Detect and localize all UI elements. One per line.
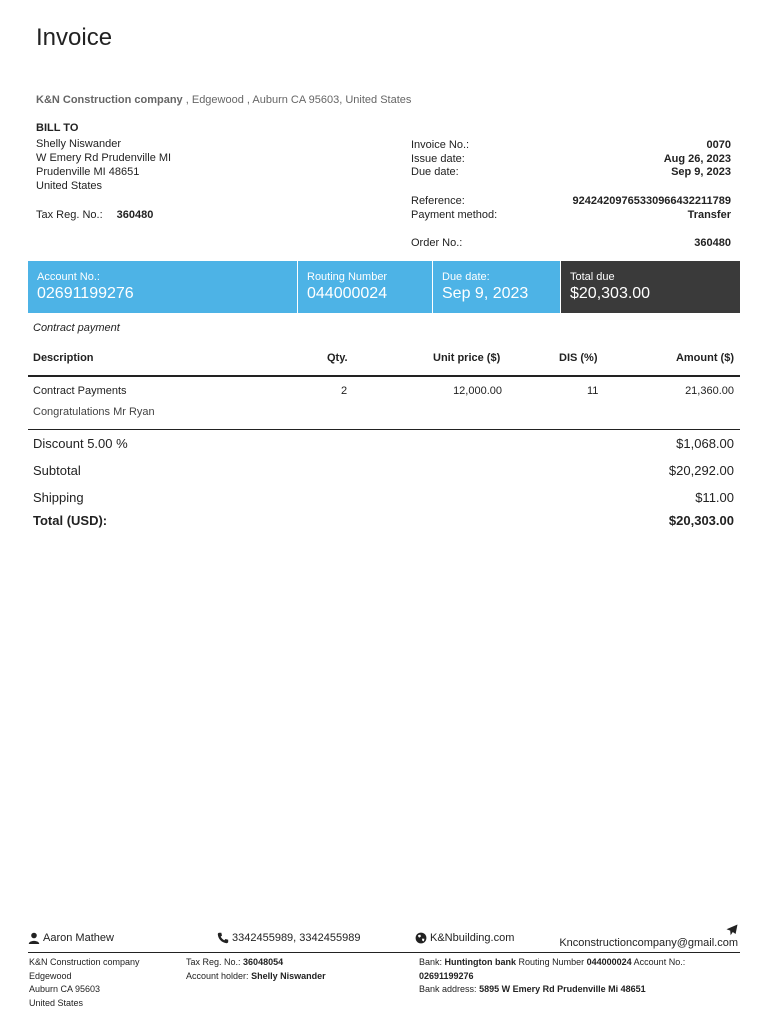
footer-bank-label: Bank: (419, 957, 443, 967)
col-header-amount: Amount ($) (675, 352, 734, 364)
footer-bank-line (419, 956, 734, 983)
page-title: Invoice (36, 24, 113, 51)
globe-icon (415, 932, 427, 944)
table-row (28, 378, 740, 430)
banner-value: Sep 9, 2023 (442, 285, 529, 302)
phone-numbers: 3342455989, 3342455989 (232, 932, 361, 944)
footer-holder-label: Account holder: (186, 970, 249, 981)
footer-routing-label: Routing Number (518, 957, 585, 967)
total-value: $20,303.00 (668, 513, 734, 528)
footer-tax-value: 36048054 (243, 957, 284, 967)
meta-order-no (411, 237, 731, 251)
footer-tax-info (186, 956, 326, 983)
col-header-discount: DIS (%) (559, 352, 598, 364)
meta-label: Due date: (411, 166, 459, 178)
footer-account-value: 02691199276 (419, 970, 474, 981)
banner-account (28, 261, 298, 313)
shipping-label: Shipping (33, 490, 84, 505)
discount-value: $1,068.00 (676, 436, 734, 451)
meta-label: Issue date: (411, 153, 465, 165)
shipping-value: $11.00 (695, 490, 734, 505)
banner-label: Due date: (442, 271, 490, 283)
footer-tax-label: Tax Reg. No.: (186, 957, 241, 967)
footer-bank-address-label: Bank address: (419, 984, 477, 994)
footer-email[interactable] (559, 924, 738, 949)
footer-contacts (28, 924, 740, 953)
meta-label: Reference: (411, 195, 465, 207)
bill-to-line: Shelly Niswander (36, 138, 121, 150)
meta-value: 0070 (706, 139, 731, 151)
bill-to-line: W Emery Rd Prudenville MI (36, 152, 172, 164)
footer-company-line: United States (29, 997, 84, 1008)
footer-company-line: Auburn CA 95603 (29, 984, 101, 994)
footer-phones (217, 932, 360, 944)
meta-value: Aug 26, 2023 (663, 153, 731, 165)
row-qty: 2 (341, 385, 348, 397)
meta-label: Invoice No.: (411, 139, 470, 151)
row-sub-description: Congratulations Mr Ryan (33, 406, 155, 418)
row-description: Contract Payments (33, 385, 127, 397)
invoice-note: Contract payment (33, 322, 120, 334)
tax-reg-value: 360480 (116, 209, 154, 221)
footer-bank-address-value: 5895 W Emery Rd Prudenville Mi 48651 (479, 984, 646, 994)
meta-issue-date (411, 153, 731, 167)
col-header-description: Description (33, 352, 94, 364)
subtotal-label: Subtotal (33, 463, 81, 478)
bill-to (36, 122, 336, 193)
phone-icon (217, 932, 229, 944)
footer-company-line: Edgewood (29, 970, 72, 981)
row-discount: 11 (587, 385, 599, 397)
meta-value: 360480 (694, 237, 731, 249)
seller-info (36, 94, 411, 106)
banner-value: 044000024 (307, 285, 388, 302)
banner-value: 02691199276 (37, 285, 134, 302)
meta-payment-method (411, 209, 731, 223)
footer-account-holder (186, 970, 326, 984)
footer-company-line: K&N Construction company (29, 957, 140, 967)
contact-name: Aaron Mathew (43, 932, 114, 944)
banner-value: $20,303.00 (570, 285, 651, 302)
meta-due-date (411, 166, 731, 180)
meta-label: Order No.: (411, 237, 463, 249)
total-label: Total (USD): (33, 513, 108, 528)
footer-company-address (29, 956, 140, 1010)
meta-value: 92424209765330966432211789 (572, 195, 731, 207)
discount-label: Discount 5.00 % (33, 436, 128, 451)
banner-total-due (561, 261, 740, 313)
banner-label: Routing Number (307, 271, 388, 283)
footer-website[interactable] (415, 932, 514, 944)
footer-account-label: Account No.: (633, 957, 686, 967)
row-unit-price: 12,000.00 (453, 385, 502, 397)
bill-to-line: United States (36, 180, 103, 192)
tax-reg-label: Tax Reg. No.: (36, 209, 103, 221)
banner-label: Account No.: (37, 271, 100, 283)
row-amount: 21,360.00 (685, 385, 734, 397)
meta-invoice-no (411, 139, 731, 153)
footer-bank-info (419, 956, 734, 997)
col-header-qty: Qty. (327, 352, 348, 364)
meta-value: Sep 9, 2023 (671, 166, 731, 178)
meta-value: Transfer (687, 209, 731, 221)
seller-name: K&N Construction company (36, 94, 183, 106)
footer-contact-name (28, 932, 114, 944)
email-link[interactable]: Knconstructioncompany@gmail.com (559, 937, 738, 949)
user-icon (28, 932, 40, 944)
meta-label: Payment method: (411, 209, 498, 221)
send-icon (726, 924, 738, 936)
table-header (28, 345, 740, 377)
footer-tax-reg (186, 956, 326, 970)
banner-routing (298, 261, 433, 313)
payment-banner (28, 261, 740, 313)
footer-bank-address (419, 983, 734, 997)
bill-to-tax-reg (36, 209, 153, 221)
footer-bank-value: Huntington bank (444, 957, 517, 967)
bill-to-line: Prudenville MI 48651 (36, 166, 140, 178)
banner-label: Total due (570, 271, 615, 283)
bill-to-heading: BILL TO (36, 122, 79, 134)
footer-routing-value: 044000024 (586, 957, 632, 967)
website-link[interactable]: K&Nbuilding.com (430, 932, 515, 944)
seller-address: , Edgewood , Auburn CA 95603, United States (182, 94, 412, 106)
footer-holder-value: Shelly Niswander (251, 970, 326, 981)
meta-reference (411, 195, 731, 209)
col-header-unit-price: Unit price ($) (433, 352, 501, 364)
banner-due (433, 261, 561, 313)
subtotal-value: $20,292.00 (668, 463, 734, 478)
